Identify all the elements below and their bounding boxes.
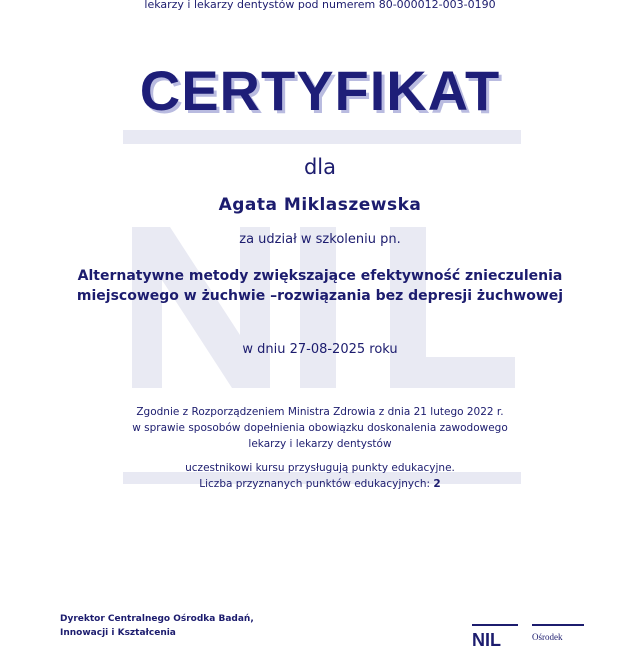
points-value: 2: [433, 478, 441, 490]
legal-line: lekarzy i lekarzy dentystów: [248, 438, 392, 450]
points-line: uczestnikowi kursu przysługują punkty edukacyjne.: [185, 462, 455, 474]
registration-line: lekarzy i lekarzy dentystów pod numerem 80-000012-003-0190: [144, 0, 496, 11]
course-title-line: miejscowego w żuchwie –rozwiązania bez depresji żuchwowej: [76, 288, 564, 304]
logo-line: [472, 624, 518, 626]
legal-basis: [0, 404, 640, 452]
logo-text: Ośrodek: [532, 632, 563, 642]
course-date: w dniu 27-08-2025 roku: [242, 342, 398, 357]
divider-top: [123, 130, 521, 144]
watermark-letter-l: [390, 227, 515, 388]
legal-line: Zgodnie z Rozporządzeniem Ministra Zdrowia z dnia 21 lutego 2022 r.: [136, 406, 504, 418]
certificate-title: CERTYFIKAT: [139, 59, 501, 122]
legal-line: w sprawie sposobów dopełnienia obowiązku doskonalenia zawodowego: [132, 422, 508, 434]
signature-line: Innowacji i Kształcenia: [60, 628, 176, 638]
signature-line: Dyrektor Centralnego Ośrodka Badań,: [60, 614, 254, 624]
for-label: dla: [303, 155, 337, 179]
signature-block: [60, 612, 254, 640]
course-title-line: Alternatywne metody zwiększające efektywność znieczulenia: [77, 268, 563, 284]
nil-logo: NIL: [472, 630, 501, 650]
points-info: [0, 460, 640, 492]
watermark-letter-i: [300, 227, 336, 388]
watermark-letter-n: [132, 227, 270, 388]
participant-name: Agata Miklaszewska: [218, 195, 422, 215]
watermark-logo: [120, 225, 520, 390]
course-title: [0, 266, 640, 306]
participation-text: za udział w szkoleniu pn.: [239, 232, 401, 247]
points-label: Liczba przyznanych punktów edukacyjnych:: [199, 478, 434, 490]
logo-line: [532, 624, 584, 626]
